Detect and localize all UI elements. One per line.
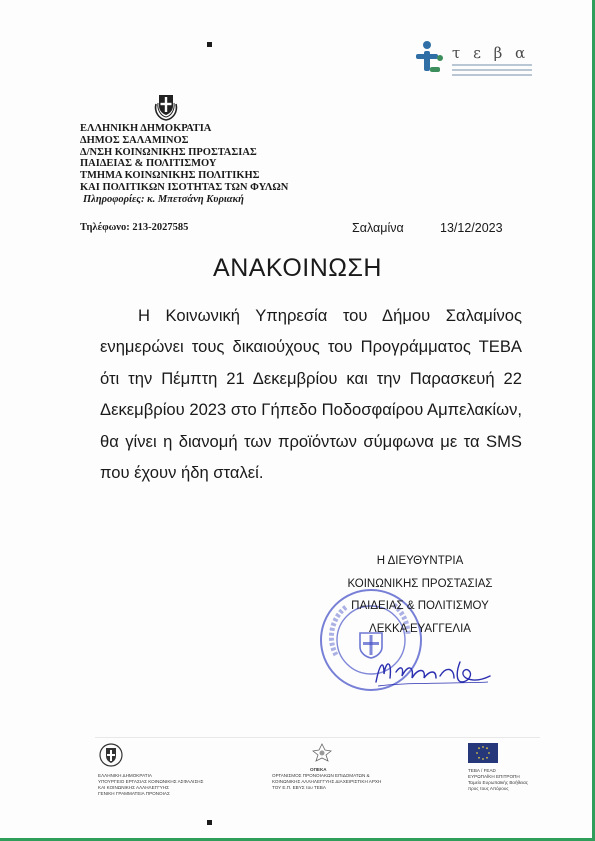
eu-flag-icon xyxy=(468,743,498,763)
footer-text: προς τους Απόρους xyxy=(468,786,509,791)
info-contact: Πληροφορίες: κ. Μπετσάνη Κυριακή xyxy=(83,193,244,205)
footer-text: ΚΑΙ ΚΟΙΝΩΝΙΚΗΣ ΑΛΛΗΛΕΓΓΥΗΣ xyxy=(98,785,169,790)
issuer-header xyxy=(80,123,288,206)
footer-opeka xyxy=(272,742,442,791)
signatory-title: ΠΑΙΔΕΙΑΣ & ΠΟΛΙΤΙΣΜΟΥ xyxy=(351,600,489,613)
teva-logo-name: τ ε β α xyxy=(452,44,530,62)
header-line: Δ/ΝΣΗ ΚΟΙΝΩΝΙΚΗΣ ΠΡΟΣΤΑΣΙΑΣ xyxy=(80,146,257,158)
announcement-paragraph: Η Κοινωνική Υπηρεσία του Δήμου Σαλαμίνος ενημερώνει τους δικαιούχους του Προγράμματος ΤΕΒΑ ότι την Πέμπτη 21 Δεκεμβρίου και την Παρασκευή 22 Δεκεμβρίου 2023 στο Γήπεδο Ποδοσφαίρου Αμπελακίων, θα γίνει η διανομή των προϊόντων σύμφωνα με τα SMS που έχουν ήδη σταλεί. xyxy=(100,306,522,483)
footer-text: ΕΛΛΗΝΙΚΗ ΔΗΜΟΚΡΑΤΙΑ xyxy=(98,773,152,778)
header-line: ΠΑΙΔΕΙΑΣ & ΠΟΛΙΤΙΣΜΟΥ xyxy=(80,158,217,170)
footer-text: ΚΟΙΝΩΝΙΚΗΣ ΑΛΛΗΛΕΓΓΥΗΣ ΔΙΑΧΕΙΡΙΣΤΙΚΗ ΑΡΧΗ xyxy=(272,779,382,784)
header-line: ΚΑΙ ΠΟΛΙΤΙΚΩΝ ΙΣΟΤΗΤΑΣ ΤΩΝ ΦΥΛΩΝ xyxy=(80,181,289,193)
header-line: ΔΗΜΟΣ ΣΑΛΑΜΙΝΟΣ xyxy=(80,134,189,146)
teva-logo xyxy=(414,40,534,90)
scan-mark xyxy=(207,42,212,47)
opeka-label: ΟΠΕΚΑ xyxy=(310,767,327,772)
greek-emblem-small-icon xyxy=(98,742,124,768)
document-title: ΑΝΑΚΟΙΝΩΣΗ xyxy=(213,254,382,282)
greek-emblem-icon xyxy=(150,90,182,122)
footer-ministry xyxy=(98,742,258,797)
footer-eu xyxy=(468,743,548,792)
handwritten-signature xyxy=(370,652,500,690)
footer-text: ΕΥΡΩΠΑΪΚΗ ΕΠΙΤΡΟΠΗ xyxy=(468,774,520,779)
place-label: Σαλαμίνα xyxy=(352,221,404,235)
phone-number: Τηλέφωνο: 213-2027585 xyxy=(80,222,189,233)
teva-logo-icon xyxy=(414,40,448,80)
opeka-logo-icon xyxy=(310,742,334,762)
footer-divider xyxy=(95,737,540,738)
footer-text: ΥΠΟΥΡΓΕΙΟ ΕΡΓΑΣΙΑΣ ΚΟΙΝΩΝΙΚΗΣ ΑΣΦΑΛΙΣΗΣ xyxy=(98,779,204,784)
signature-block xyxy=(320,550,520,640)
document-date: 13/12/2023 xyxy=(440,221,503,235)
announcement-body xyxy=(100,300,522,488)
footer-text: ΤΟΥ Ε.Π. ΕΒΥΣ του ΤΕΒΑ xyxy=(272,785,326,790)
scan-mark xyxy=(207,820,212,825)
footer-text: Ταμείο Ευρωπαϊκής Βοήθειας xyxy=(468,780,529,785)
signatory-title: Η ΔΙΕΥΘΥΝΤΡΙΑ xyxy=(376,555,464,567)
header-line: ΤΜΗΜΑ ΚΟΙΝΩΝΙΚΗΣ ΠΟΛΙΤΙΚΗΣ xyxy=(80,170,260,182)
signatory-title: ΚΟΙΝΩΝΙΚΗΣ ΠΡΟΣΤΑΣΙΑΣ xyxy=(347,577,493,590)
footer-text: ΓΕΝΙΚΗ ΓΡΑΜΜΑΤΕΙΑ ΠΡΟΝΟΙΑΣ xyxy=(98,791,170,796)
footer-text: ΤΕΒΑ / FEAD xyxy=(468,768,496,773)
footer-text: ΟΡΓΑΝΙΣΜΟΣ ΠΡΟΝΟΙΑΚΩΝ ΕΠΙΔΟΜΑΤΩΝ & xyxy=(272,773,370,778)
teva-logo-subtitle xyxy=(452,64,532,79)
signatory-name: ΛΕΚΚΑ ΕΥΑΓΓΕΛΙΑ xyxy=(369,622,471,635)
header-line: ΕΛΛΗΝΙΚΗ ΔΗΜΟΚΡΑΤΙΑ xyxy=(80,123,212,134)
